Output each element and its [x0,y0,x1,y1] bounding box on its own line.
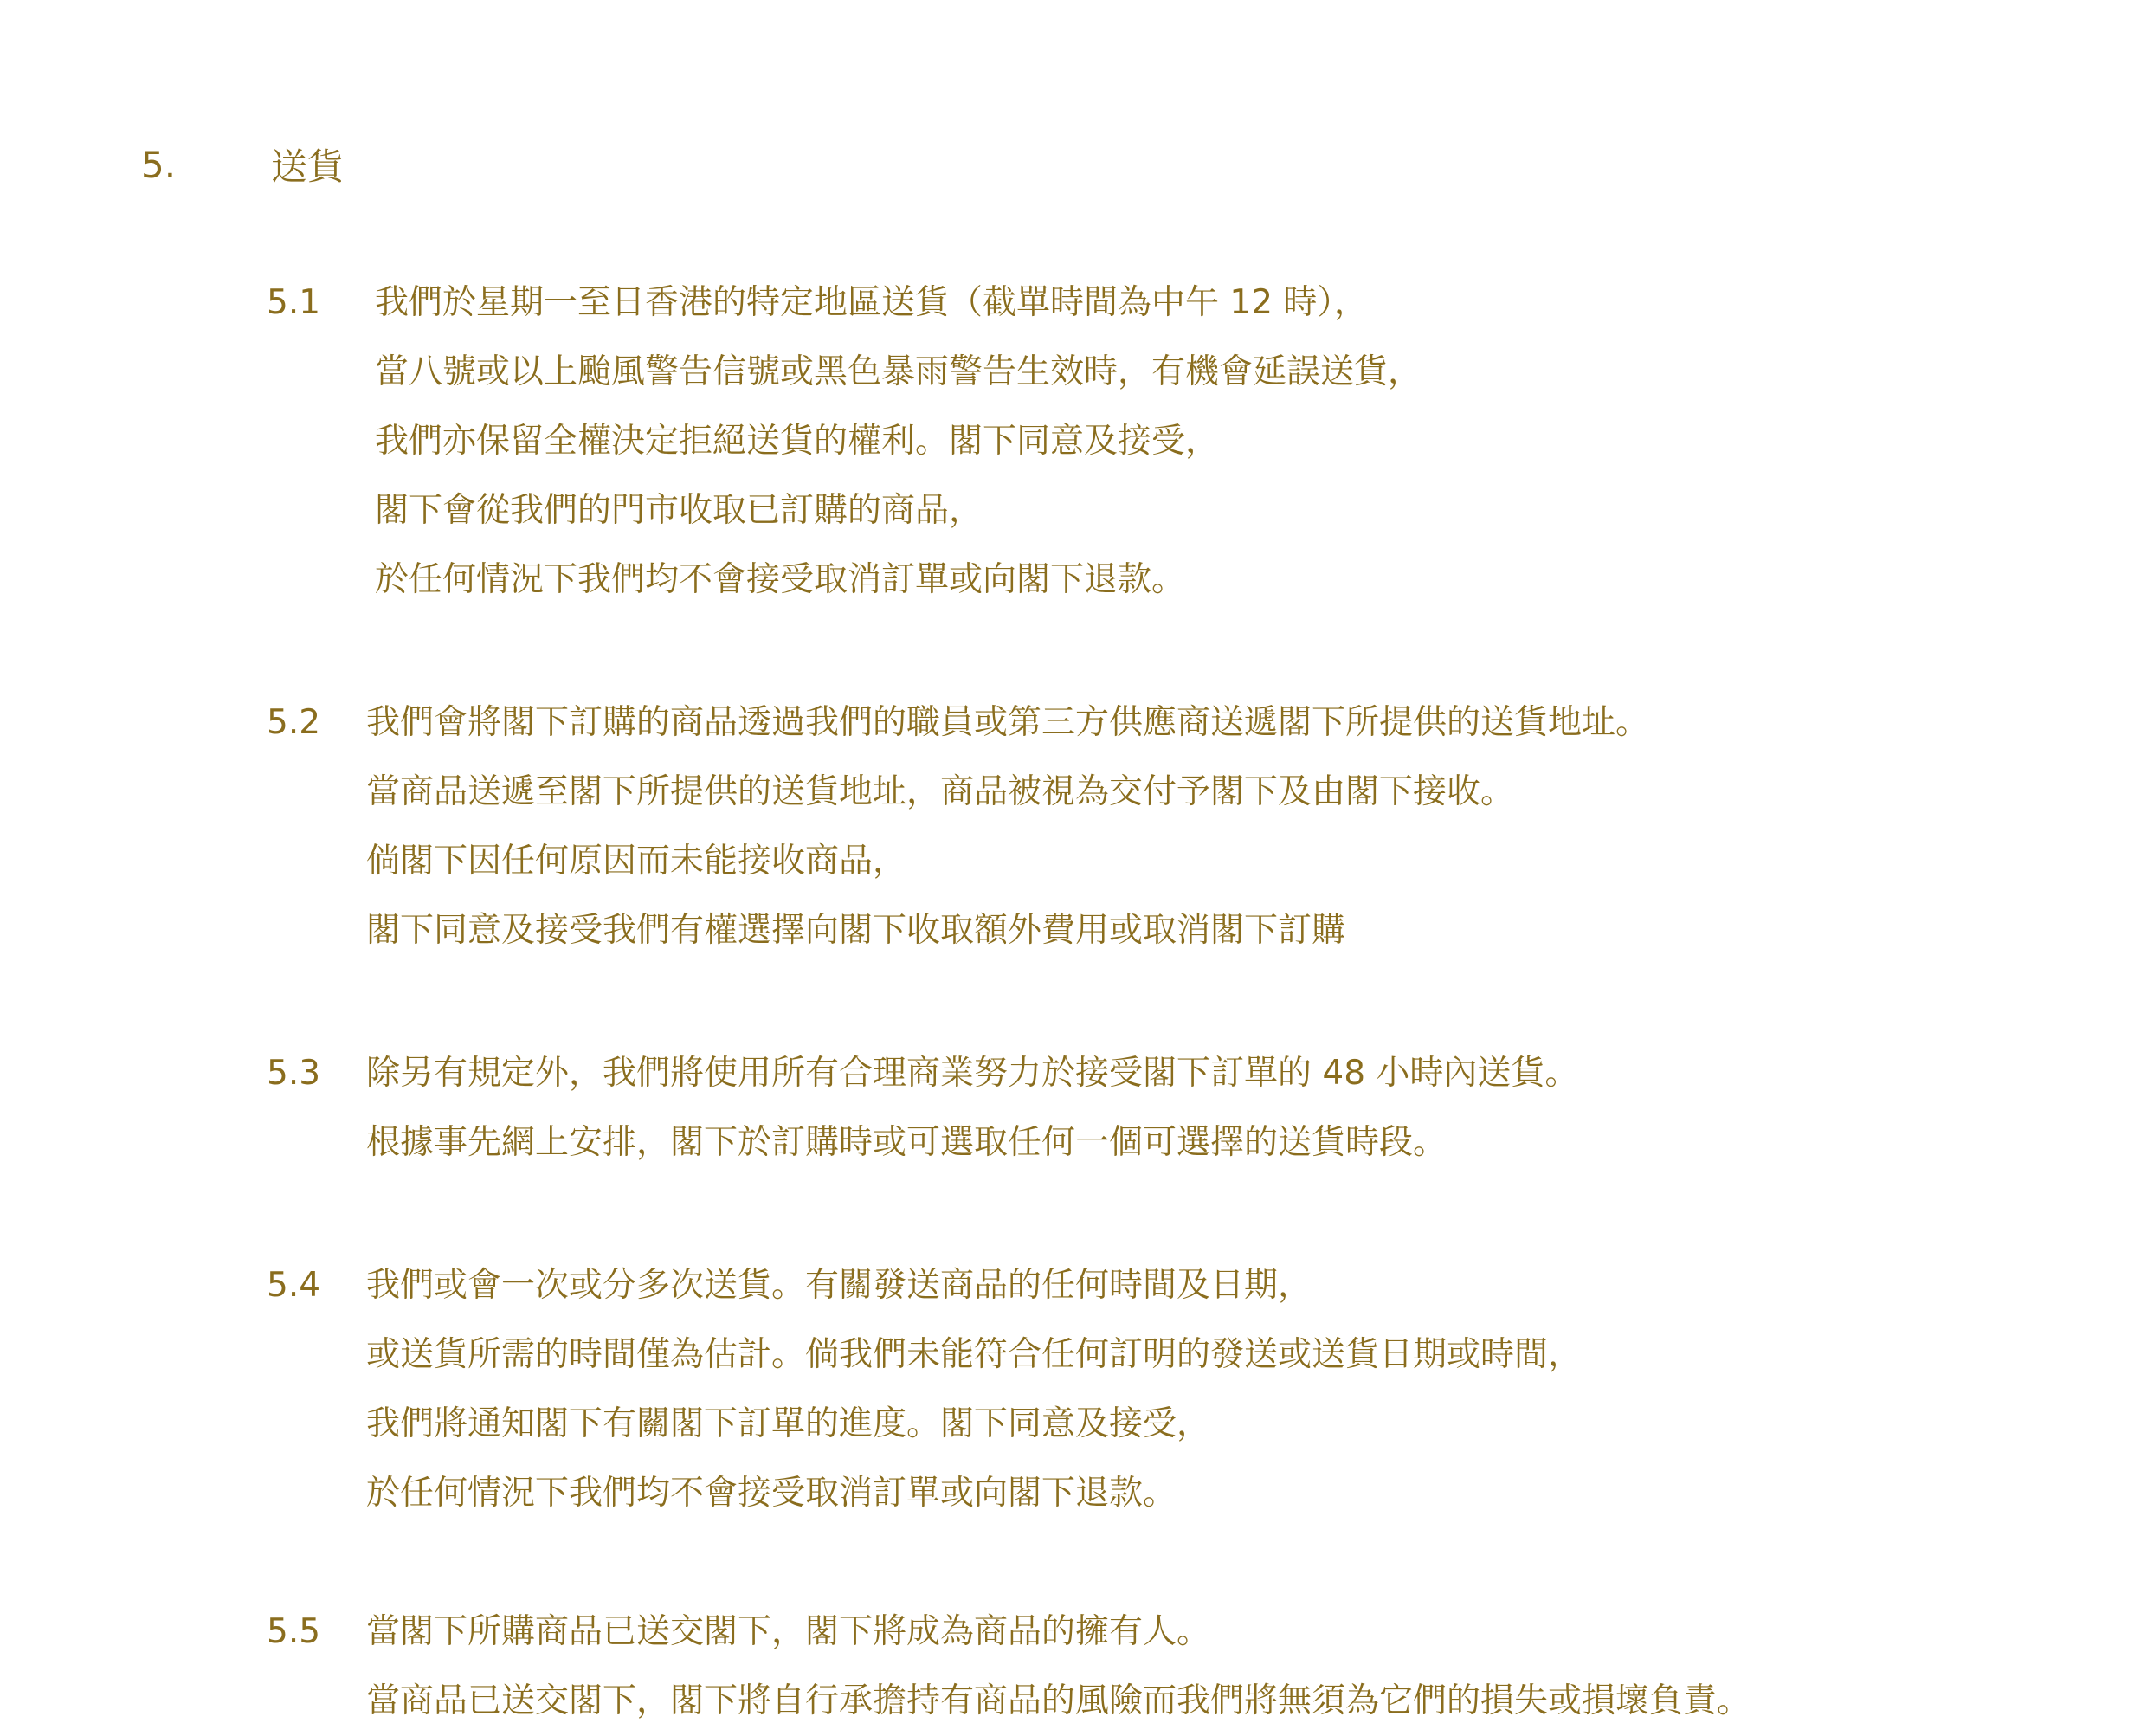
clause-number: 5.2 [267,703,321,742]
clause-number: 5.3 [267,1054,321,1093]
clause-line: 或送貨所需的時間僅為估計。倘我們未能符合任何訂明的發送或送貨日期或時間， [366,1335,1583,1374]
section-title: 送貨 [271,145,345,188]
clause-line: 根據事先網上安排，閣下於訂購時或可選取任何一個可選擇的送貨時段。 [366,1123,1447,1162]
clause-line: 於任何情況下我們均不會接受取消訂單或向閣下退款。 [375,560,1186,599]
section-number: 5. [141,143,177,186]
clause-text [375,268,1422,615]
clause-line: 我們亦保留全權決定拒絕送貨的權利。閣下同意及接受， [375,422,1220,461]
clause-line: 我們會將閣下訂購的商品透過我們的職員或第三方供應商送遞閣下所提供的送貨地址。 [366,703,1650,742]
clause-line: 於任何情況下我們均不會接受取消訂單或向閣下退款。 [366,1474,1177,1513]
clause-line: 閣下會從我們的門市收取已訂購的商品， [375,491,983,530]
clause-number: 5.4 [267,1266,321,1305]
clause-number: 5.5 [267,1612,321,1651]
clause-line: 我們或會一次或分多次送貨。有關發送商品的任何時間及日期， [366,1266,1312,1305]
clause-line: 當商品已送交閣下，閣下將自行承擔持有商品的風險而我們將無須為它們的損失或損壞負責。 [366,1681,1751,1720]
clause-line: 我們於星期一至日香港的特定地區送貨（截單時間為中午 12 時）， [375,283,1368,322]
clause-text [366,1039,1578,1178]
clause-text [366,1597,1750,1736]
clause-line: 當八號或以上颱風警告信號或黑色暴雨警告生效時，有機會延誤送貨， [375,352,1422,391]
clause-line: 當商品送遞至閣下所提供的送貨地址，商品被視為交付予閣下及由閣下接收。 [366,772,1515,811]
clause-text [366,1251,1582,1528]
clause-number: 5.1 [267,283,321,322]
clause-line: 當閣下所購商品已送交閣下，閣下將成為商品的擁有人。 [366,1612,1211,1651]
clause-line: 我們將通知閣下有關閣下訂單的進度。閣下同意及接受， [366,1404,1211,1443]
clause-line: 閣下同意及接受我們有權選擇向閣下收取額外費用或取消閣下訂購 [366,911,1346,950]
section-heading [141,134,344,195]
clause-line: 倘閣下因任何原因而未能接收商品， [366,842,907,881]
clause-text [366,688,1649,965]
clause-line: 除另有規定外，我們將使用所有合理商業努力於接受閣下訂單的 48 小時內送貨。 [366,1054,1579,1093]
